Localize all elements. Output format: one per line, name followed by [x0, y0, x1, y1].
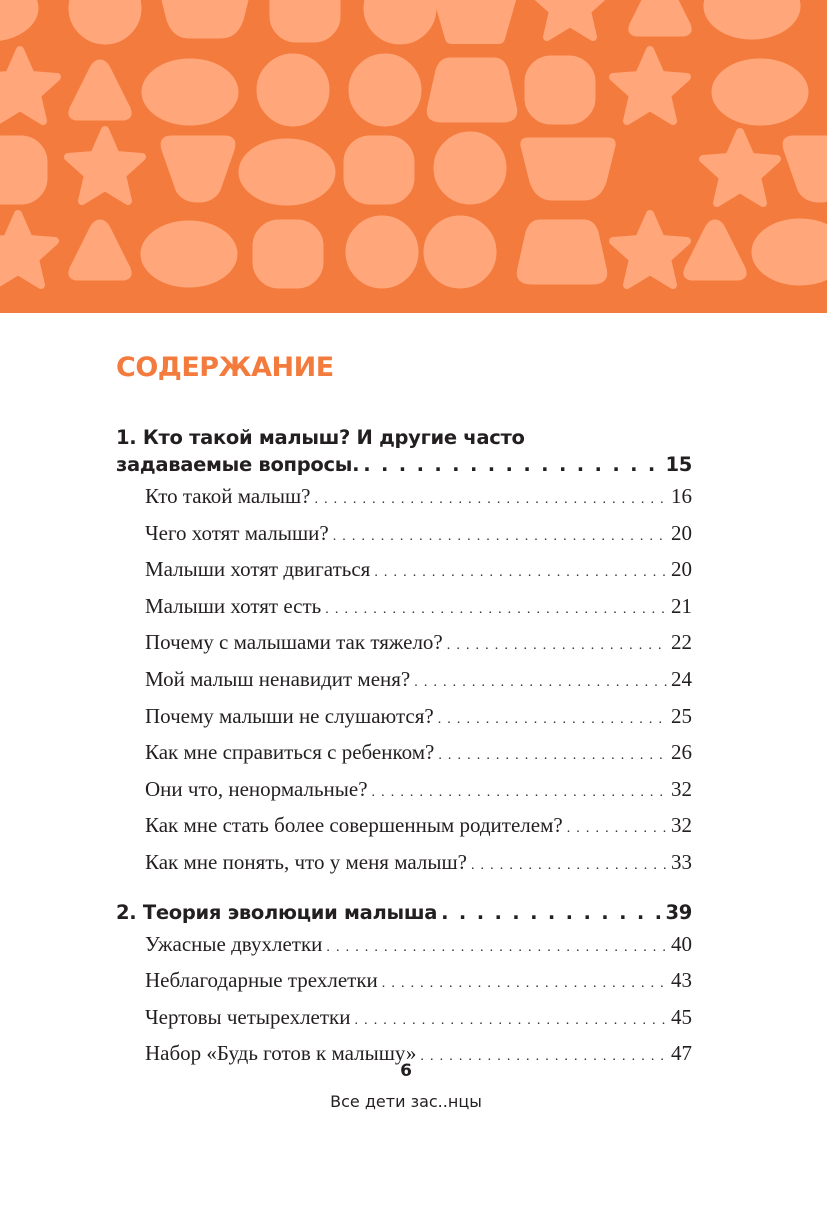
- dot-leader: [438, 700, 667, 737]
- entry-title: Как мне справиться с ребенком?: [145, 740, 435, 765]
- dot-leader: [414, 663, 667, 700]
- entry-page: 22: [671, 630, 692, 655]
- toc-entry[interactable]: [116, 846, 692, 883]
- dot-leader: [326, 928, 667, 965]
- entry-page: 25: [671, 703, 692, 728]
- entry-page: 33: [671, 849, 692, 874]
- toc-title: СОДЕРЖАНИЕ: [116, 352, 334, 383]
- chapter-2-title: 2. Теория эволюции малыша: [116, 900, 438, 924]
- chapter-1[interactable]: [116, 424, 692, 478]
- toc-entry[interactable]: [116, 480, 692, 517]
- entry-title: Мой малыш ненавидит меня?: [145, 666, 411, 691]
- dot-leader: [441, 899, 661, 926]
- toc-entry[interactable]: [116, 773, 692, 810]
- toc-entry[interactable]: [116, 663, 692, 700]
- entry-title: Малыши хотят двигаться: [145, 557, 371, 582]
- entry-page: 26: [671, 740, 692, 765]
- dot-leader: [382, 964, 667, 1001]
- chapter-1-title-line1: 1. Кто такой малыш? И другие часто: [116, 426, 525, 449]
- dot-leader: [333, 517, 667, 554]
- entry-title: Как мне понять, что у меня малыш?: [145, 849, 467, 874]
- toc-entry[interactable]: [116, 517, 692, 554]
- dot-leader: [372, 773, 667, 810]
- toc-entry[interactable]: [116, 553, 692, 590]
- entry-title: Почему малыши не слушаются?: [145, 703, 434, 728]
- page-number: 6: [400, 1061, 412, 1081]
- chapter-2[interactable]: [116, 899, 692, 926]
- entry-title: Малыши хотят есть: [145, 593, 322, 618]
- chapter-2-page: 39: [665, 900, 692, 924]
- entry-page: 32: [671, 776, 692, 801]
- running-footer-book-title: Все дети зас..нцы: [330, 1092, 482, 1111]
- entry-title: Они что, ненормальные?: [145, 776, 368, 801]
- toc-entry[interactable]: [116, 590, 692, 627]
- entry-title: Чертовы четырехлетки: [145, 1004, 351, 1029]
- entry-page: 21: [671, 593, 692, 618]
- entry-page: 24: [671, 666, 692, 691]
- entry-page: 16: [671, 484, 692, 508]
- entry-page: 32: [671, 813, 692, 838]
- entry-title: Почему с малышами так тяжело?: [145, 630, 443, 655]
- entry-page: 43: [671, 968, 692, 993]
- entry-title: Набор «Будь готов к малышу»: [145, 1041, 417, 1066]
- entry-title: Ужасные двухлетки: [145, 931, 323, 956]
- entry-page: 40: [671, 931, 692, 956]
- entry-page: 47: [671, 1041, 692, 1066]
- dot-leader: [567, 809, 667, 846]
- dot-leader: [471, 846, 667, 883]
- entry-page: 20: [671, 557, 692, 582]
- toc-entry[interactable]: [116, 700, 692, 737]
- shape-rows: [0, 0, 827, 288]
- shapes-pattern-svg: [0, 0, 827, 313]
- dot-leader: [363, 451, 661, 478]
- dot-leader: [438, 736, 667, 773]
- entry-title: Чего хотят малыши?: [145, 520, 329, 545]
- dot-leader: [314, 480, 667, 517]
- dot-leader: [374, 553, 667, 590]
- toc-entry[interactable]: [116, 964, 692, 1001]
- dot-leader: [447, 626, 667, 663]
- dot-leader: [325, 590, 667, 627]
- entry-title: Кто такой малыш?: [145, 484, 311, 508]
- entry-title: Неблагодарные трехлетки: [145, 968, 378, 993]
- dot-leader: [355, 1001, 668, 1038]
- entry-page: 20: [671, 520, 692, 545]
- chapter-1-title-line2: задаваемые вопросы.: [116, 453, 360, 476]
- entry-title: Как мне стать более совершенным родителем?: [145, 813, 563, 838]
- table-of-contents: [116, 340, 692, 1074]
- decorative-shapes-pattern: [0, 0, 827, 313]
- toc-entry[interactable]: [116, 928, 692, 965]
- chapter-2-sections: [116, 928, 692, 1074]
- chapter-1-page: 15: [665, 453, 692, 476]
- toc-entry[interactable]: [116, 1001, 692, 1038]
- toc-entry[interactable]: [116, 626, 692, 663]
- chapter-1-sections: [116, 480, 692, 883]
- toc-entry[interactable]: [116, 809, 692, 846]
- toc-entry[interactable]: [116, 736, 692, 773]
- entry-page: 45: [671, 1004, 692, 1029]
